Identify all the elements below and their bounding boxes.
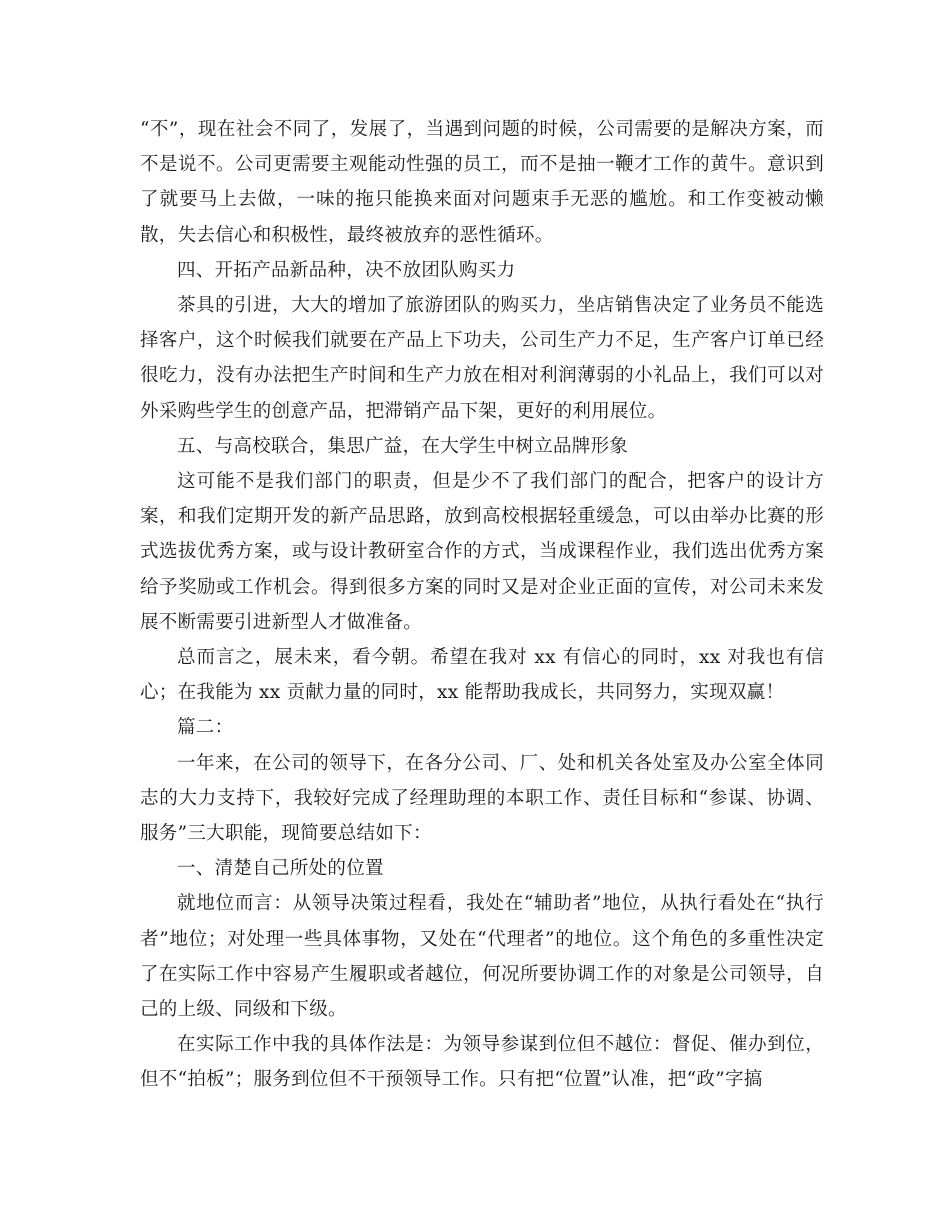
section-heading: 五、与高校联合，集思广益，在大学生中树立品牌形象 — [177, 435, 629, 457]
part-heading: 篇二： — [177, 717, 234, 739]
paragraph: 这可能不是我们部门的职责，但是少不了我们部门的配合，把客户的设计方案，和我们定期开发的新产品思路，放到高校根据轻重缓急，可以由举办比赛的形式选拔优秀方案，或与设计教研室合作的方式，当成课程作业，我们选出优秀方案给予奖励或工作机会。得到很多方案的同时又是对企业正面的宣传，对公司未来发展不断需要引进新型人才做准备。 — [140, 471, 824, 633]
paragraph: 就地位而言：从领导决策过程看，我处在“辅助者”地位，从执行看处在“执行者”地位；对处理一些具体事物，又处在“代理者”的地位。这个角色的多重性决定了在实际工作中容易产生履职或者越位，何况所要协调工作的对象是公司领导，自己的上级、同级和下级。 — [140, 893, 824, 1021]
paragraph: 总而言之，展未来，看今朝。希望在我对 xx 有信心的同时，xx 对我也有信心；在我能为 xx 贡献力量的同时，xx 能帮助我成长，共同努力，实现双赢！ — [140, 647, 824, 704]
paragraph: “不”，现在社会不同了，发展了，当遇到问题的时候，公司需要的是解决方案，而不是说不。公司更需要主观能动性强的员工，而不是抽一鞭才工作的黄牛。意识到了就要马上去做，一味的拖只能换来面对问题束手无恶的尴尬。和工作变被动懒散，失去信心和积极性，最终被放弃的恶性循环。 — [140, 119, 824, 246]
paragraph: 在实际工作中我的具体作法是：为领导参谋到位但不越位：督促、催办到位，但不“拍板”；服务到位但不干预领导工作。只有把“位置”认准，把“政”字搞 — [140, 1034, 824, 1091]
document-body — [140, 112, 824, 1098]
section-heading: 四、开拓产品新品种，决不放团队购买力 — [177, 259, 516, 281]
paragraph: 一年来，在公司的领导下，在各分公司、厂、处和机关各处室及办公室全体同志的大力支持下，我较好完成了经理助理的本职工作、责任目标和“参谋、协调、服务”三大职能，现简要总结如下： — [140, 752, 824, 845]
section-heading: 一、清楚自己所处的位置 — [177, 858, 384, 880]
paragraph: 茶具的引进，大大的增加了旅游团队的购买力，坐店销售决定了业务员不能选择客户，这个时候我们就要在产品上下功夫，公司生产力不足，生产客户订单已经很吃力，没有办法把生产时间和生产力放在相对利润薄弱的小礼品上，我们可以对外采购些学生的创意产品，把滞销产品下架，更好的利用展位。 — [140, 295, 824, 422]
